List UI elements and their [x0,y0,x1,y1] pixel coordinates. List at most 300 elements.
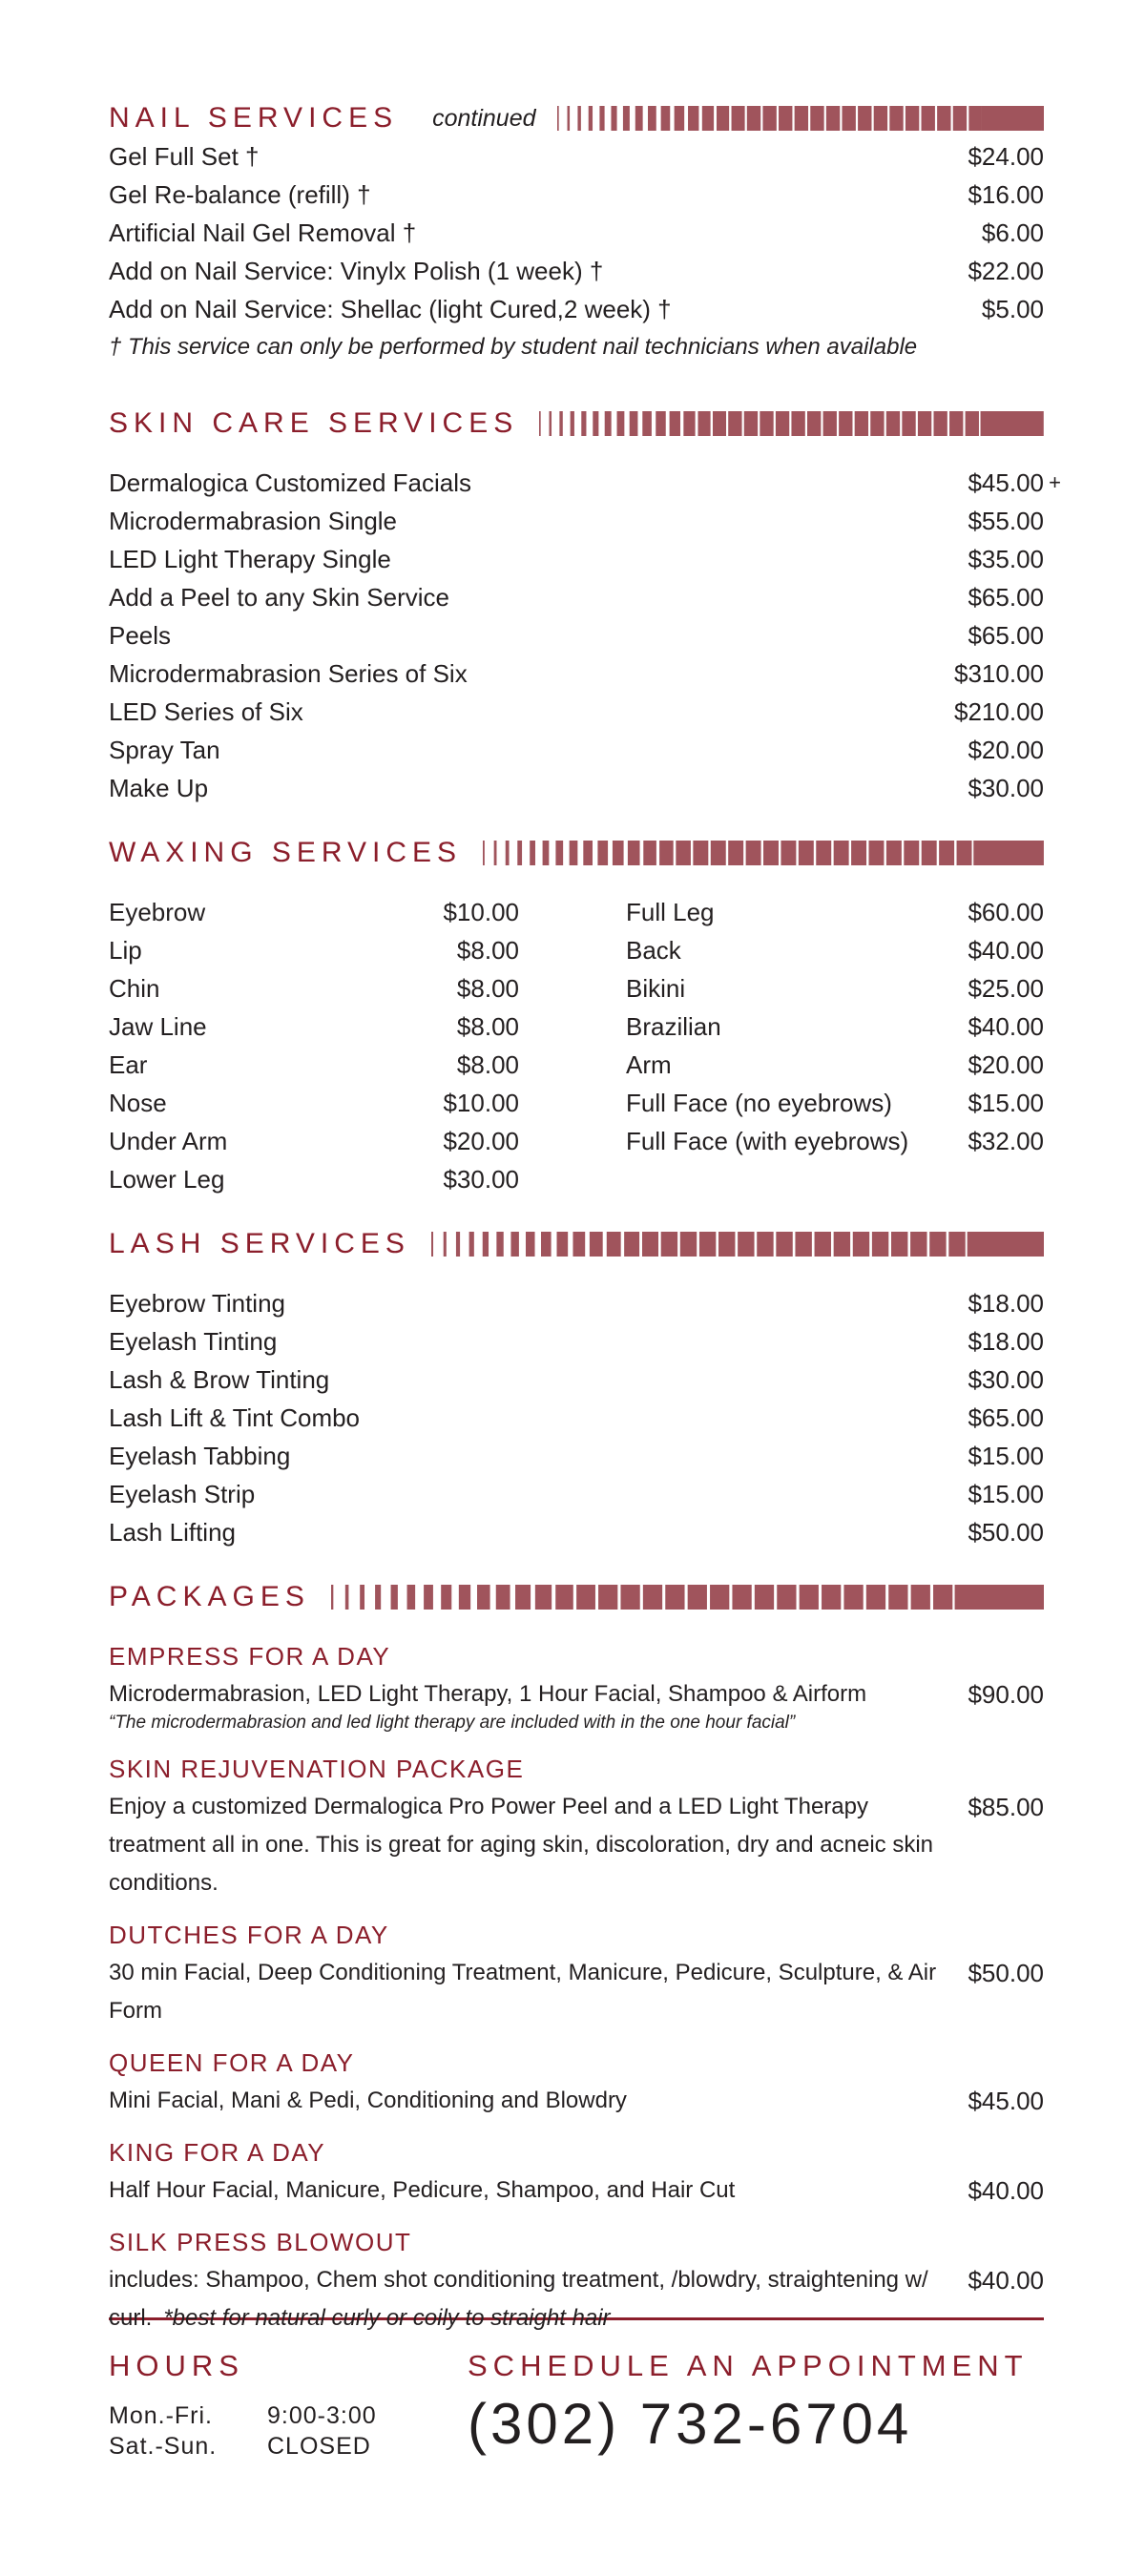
dash-segment [843,1585,863,1610]
package-item [109,1750,1044,1902]
service-price: $65.00 [968,621,1044,650]
dash-segment [441,1585,451,1610]
dash-segment [952,106,966,131]
dash-segment [510,1232,518,1257]
service-price: $10.00 [443,1089,519,1117]
service-row [109,1399,1044,1437]
dash-segment [431,1232,433,1257]
dash-segment [807,411,821,436]
dash-segment [905,106,918,131]
service-price: $65.00 [968,1403,1044,1432]
dash-segment [456,1232,460,1257]
package-body [109,1954,1044,2030]
dash-segment [588,106,592,131]
package-description [109,1788,958,1902]
decorative-dash-bar [557,106,1044,131]
lash-list [109,1284,1044,1551]
appointment-title: SCHEDULE AN APPOINTMENT [468,2349,1029,2382]
service-name: Bikini [626,974,686,1003]
dash-segment [717,106,729,131]
service-price: $24.00 [968,142,1044,171]
skin-care-list [109,464,1061,807]
dash-segment [583,841,593,865]
dash-segment [872,1232,888,1257]
lash-section [109,1225,1044,1578]
waxing-header [109,834,1044,872]
service-price: $8.00 [456,936,519,965]
dash-segment [611,106,616,131]
package-name: DUTCHES FOR A DAY [109,1921,389,1949]
dash-segment [810,106,823,131]
dash-segment [688,106,698,131]
dash-segment [866,1585,885,1610]
dash-segment [886,411,900,436]
dash-segment [424,1585,433,1610]
service-price: $20.00 [443,1127,519,1155]
service-name: Add a Peel to any Skin Service [109,583,449,612]
dash-solid-end [973,841,1044,865]
service-row [109,1084,519,1122]
service-price: $30.00 [968,774,1044,802]
dash-segment [957,841,972,865]
service-price: $30.00 [968,1365,1044,1394]
dash-segment [659,841,674,865]
service-row [626,1122,1044,1160]
package-description-text: Half Hour Facial, Manicure, Pedicure, Shampoo, and Hair Cut [109,2177,736,2203]
dash-segment [948,1232,965,1257]
dash-segment [698,411,711,436]
dash-segment [459,1585,470,1610]
dash-segment [526,1232,535,1257]
service-price: $6.00 [981,218,1044,247]
dash-segment [590,1232,603,1257]
dash-segment [550,411,552,436]
service-name: Add on Nail Service: Vinylx Polish (1 week) † [109,257,604,285]
content [109,99,1061,2460]
service-name: Lash Lift & Tint Combo [109,1403,361,1432]
dash-segment [543,841,550,865]
dash-segment [598,1585,617,1610]
dash-segment [605,411,612,436]
dash-segment [949,411,963,436]
dash-segment [670,411,680,436]
dash-segment [699,1232,716,1257]
service-row [109,654,1044,693]
dash-segment [570,841,578,865]
service-name: Brazilian [626,1012,721,1041]
dash-segment [477,1585,490,1610]
skin-care-header [109,405,1044,443]
dash-segment [922,841,937,865]
service-price: $50.00 [968,1518,1044,1547]
waxing-left-column [109,893,519,1198]
dash-segment [760,411,774,436]
hours-days: Sat.-Sun. [109,2433,218,2460]
section-subtitle: continued [432,104,536,132]
dash-segment [684,411,696,436]
package-price: $50.00 [968,1959,1044,1987]
dash-segment [390,1585,397,1610]
service-price: $32.00 [968,1127,1044,1155]
service-name: Eyebrow [109,898,206,926]
dash-segment [781,841,797,865]
dash-segment [795,1232,811,1257]
service-name: Gel Re-balance (refill) † [109,180,371,209]
service-row [109,969,519,1008]
hours-row [109,2433,371,2461]
service-row [109,1008,519,1046]
service-price: $35.00 [968,545,1044,573]
service-price: $55.00 [968,507,1044,535]
package-description [109,2082,958,2120]
package-item [109,2044,1044,2120]
dash-segment [680,1232,697,1257]
dash-segment [855,411,868,436]
dash-segment [581,411,586,436]
service-row [109,176,1044,214]
dash-segment [674,106,684,131]
section-title: LASH SERVICES [109,1228,410,1259]
service-name: Full Face (with eyebrows) [626,1127,909,1155]
dash-segment [607,1232,621,1257]
service-name: Eyebrow Tinting [109,1289,285,1318]
service-price: $10.00 [443,898,519,926]
package-name: EMPRESS FOR A DAY [109,1642,391,1671]
service-price: $15.00 [968,1480,1044,1508]
dash-segment [757,1232,773,1257]
service-price: $20.00 [968,1050,1044,1079]
dash-segment [599,106,604,131]
package-body [109,2082,1044,2120]
dash-segment [853,1232,869,1257]
section-title: WAXING SERVICES [109,837,463,868]
dash-segment [642,1232,658,1257]
service-row [109,1160,519,1198]
dash-segment [903,411,916,436]
dash-segment [660,106,670,131]
package-item [109,2133,1044,2210]
decorative-dash-bar [431,1232,1044,1257]
package-price: $85.00 [968,1793,1044,1821]
service-row [626,1046,1044,1084]
package-note: “The microdermabrasion and led light therapy are included with in the one hour facial” [109,1713,796,1733]
dash-segment [648,106,656,131]
dash-segment [889,106,903,131]
package-description [109,1954,958,2030]
service-name: Lash & Brow Tinting [109,1365,330,1394]
dash-segment [858,106,871,131]
service-name: Spray Tan [109,736,220,764]
hours-time: CLOSED [267,2433,371,2460]
dash-segment [577,106,580,131]
packages-section [109,1578,1044,2331]
dash-segment [539,411,541,436]
dash-segment [555,841,563,865]
dash-segment [345,1585,349,1610]
dash-segment [483,841,485,865]
dash-segment [825,106,839,131]
dash-segment [331,1585,333,1610]
service-row [109,1513,1044,1551]
nail-services-note: † This service can only be performed by student nail technicians when available [109,334,918,360]
service-price: $310.00 [954,659,1044,688]
dash-segment [701,106,713,131]
dash-segment [643,1585,662,1610]
service-name: Make Up [109,774,209,802]
package-item [109,1637,1044,1736]
dash-segment [779,106,792,131]
service-row [626,1084,1044,1122]
decorative-dash-bar [539,411,1044,436]
dash-segment [869,841,885,865]
section-title: SKIN CARE SERVICES [109,407,519,439]
package-item [109,1916,1044,2030]
package-name: SILK PRESS BLOWOUT [109,2228,412,2256]
dash-segment [933,1585,952,1610]
nail-services-header [109,99,1044,137]
dash-segment [557,106,559,131]
dash-segment [744,411,758,436]
package-body [109,2171,1044,2210]
service-name: Arm [626,1050,672,1079]
service-name: Jaw Line [109,1012,207,1041]
dash-segment [656,411,665,436]
dash-segment [597,841,608,865]
package-name: SKIN REJUVENATION PACKAGE [109,1755,525,1783]
dash-segment [731,106,744,131]
dash-segment [571,411,574,436]
hours-row [109,2402,377,2430]
service-row [109,1475,1044,1513]
dash-segment [469,1232,474,1257]
dash-segment [834,841,849,865]
dash-segment [687,1585,706,1610]
service-price: $45.00 [968,468,1044,497]
service-row [109,731,1044,769]
dash-segment [622,106,629,131]
dash-segment [693,841,708,865]
dash-segment [630,411,638,436]
service-row [626,931,1044,969]
service-row [109,1122,519,1160]
footer [109,2320,1044,2460]
package-price: $40.00 [968,2176,1044,2205]
package-body [109,1788,1044,1902]
package-description-text: Enjoy a customized Dermalogica Pro Power Peel and a LED Light Therapy treatment all in one. This is great for aging skin, discoloration, dry and acneic skin conditions. [109,1794,933,1896]
dash-segment [593,411,599,436]
dash-segment [713,411,726,436]
dash-segment [738,1232,754,1257]
dash-segment [873,106,886,131]
package-name: QUEEN FOR A DAY [109,2048,355,2077]
waxing-grid [109,893,1044,1198]
package-description-note: *best for natural curly or coily to straight hair [163,2305,611,2331]
dash-segment [870,411,884,436]
dash-segment [816,841,831,865]
service-name: Eyelash Tabbing [109,1442,291,1470]
dash-segment [635,106,642,131]
service-row [626,1008,1044,1046]
service-row [109,1284,1044,1322]
service-name: Under Arm [109,1127,228,1155]
nail-services-section [109,99,1044,405]
service-row [109,214,1044,252]
service-name: Lower Leg [109,1165,225,1194]
service-price: $20.00 [968,736,1044,764]
dash-segment [755,1585,774,1610]
service-price: $8.00 [456,974,519,1003]
service-price: $8.00 [456,1012,519,1041]
service-row [109,931,519,969]
dash-segment [556,1232,568,1257]
dash-segment [939,841,954,865]
dash-segment [555,1585,573,1610]
packages-list [109,1637,1044,2337]
dash-segment [904,841,919,865]
dash-segment [776,1232,792,1257]
dash-segment [375,1585,381,1610]
package-body [109,1675,1044,1714]
dash-segment [530,841,535,865]
service-row [109,252,1044,290]
dash-segment [643,841,656,865]
section-title: NAIL SERVICES [109,102,399,134]
service-name: Peels [109,621,172,650]
service-price: $18.00 [968,1289,1044,1318]
package-description [109,2171,958,2210]
dash-segment [661,1232,677,1257]
section-title: PACKAGES [109,1581,310,1612]
service-name: Microdermabrasion Series of Six [109,659,468,688]
package-price: $45.00 [968,2087,1044,2115]
service-name: Eyelash Tinting [109,1327,278,1356]
dash-segment [620,1585,639,1610]
dash-segment [746,106,760,131]
service-name: Full Face (no eyebrows) [626,1089,892,1117]
dash-segment [814,1232,830,1257]
phone-number[interactable]: (302) 732-6704 [468,2392,913,2456]
service-row [626,969,1044,1008]
dash-solid-end [954,1585,1044,1610]
service-row [109,540,1044,578]
dash-segment [891,1232,907,1257]
service-row [109,693,1044,731]
dash-segment [535,1585,552,1610]
dash-segment [567,106,570,131]
service-name: Chin [109,974,160,1003]
service-name: Eyelash Strip [109,1480,256,1508]
service-row [109,578,1044,616]
dash-segment [444,1232,447,1257]
dash-segment [746,841,761,865]
dash-segment [617,411,625,436]
service-price: $18.00 [968,1327,1044,1356]
service-name: Nose [109,1089,167,1117]
service-row [109,137,1044,176]
skin-care-section [109,405,1061,834]
dash-segment [732,1585,751,1610]
package-description [109,1675,958,1714]
service-price: $40.00 [968,1012,1044,1041]
dash-segment [728,411,741,436]
dash-segment [910,1232,926,1257]
service-price: $15.00 [968,1089,1044,1117]
service-row [626,893,1044,931]
service-price: $15.00 [968,1442,1044,1470]
service-price: $40.00 [968,936,1044,965]
dash-solid-end [981,106,1044,131]
service-price: $210.00 [954,697,1044,726]
service-price: $25.00 [968,974,1044,1003]
price-suffix: + [1049,470,1061,494]
service-price: $22.00 [968,257,1044,285]
dash-segment [888,1585,907,1610]
service-name: Artificial Nail Gel Removal † [109,218,417,247]
service-row [109,464,1061,502]
dash-segment [834,1232,850,1257]
dash-segment [839,411,852,436]
dash-segment [937,106,950,131]
service-row [109,1046,519,1084]
service-name: Gel Full Set † [109,142,260,171]
waxing-right-column [626,893,1044,1160]
dash-segment [711,841,726,865]
package-description-text: 30 min Facial, Deep Conditioning Treatment, Manicure, Pedicure, Sculpture, & Air Form [109,1960,937,2024]
dash-segment [483,1232,489,1257]
dash-segment [763,841,779,865]
dash-segment [910,1585,929,1610]
dash-segment [822,1585,841,1610]
dash-segment [968,106,981,131]
dash-segment [406,1585,415,1610]
service-row [109,502,1044,540]
dash-segment [506,841,510,865]
dash-segment [799,841,814,865]
service-price: $16.00 [968,180,1044,209]
dash-segment [823,411,837,436]
hours-time: 9:00-3:00 [267,2402,377,2429]
service-row [109,893,519,931]
service-name: Dermalogica Customized Facials [109,468,472,497]
hours-title: HOURS [109,2349,244,2382]
dash-segment [921,106,934,131]
service-row [109,769,1044,807]
dash-segment [517,841,522,865]
dash-segment [929,1232,946,1257]
service-name: Ear [109,1050,148,1079]
package-description-text: includes: Shampoo, Chem shot conditioning treatment, /blowdry, straightening w/ curl. [109,2267,928,2331]
dash-segment [918,411,931,436]
lash-header [109,1225,1044,1263]
dash-segment [851,841,866,865]
dash-segment [710,1585,729,1610]
dash-segment [613,841,624,865]
dash-segment [360,1585,364,1610]
dash-segment [799,1585,818,1610]
hours-days: Mon.-Fri. [109,2402,213,2429]
service-price: $60.00 [968,898,1044,926]
package-description-text: Mini Facial, Mani & Pedi, Conditioning and Blowdry [109,2088,627,2113]
dash-solid-end [981,411,1044,436]
dash-segment [794,106,807,131]
service-name: Microdermabrasion Single [109,507,398,535]
dash-segment [842,106,855,131]
dash-segment [966,411,979,436]
service-name: Add on Nail Service: Shellac (light Cured,2 week) † [109,295,672,323]
service-name: LED Light Therapy Single [109,545,391,573]
dash-segment [792,411,805,436]
dash-segment [541,1232,552,1257]
